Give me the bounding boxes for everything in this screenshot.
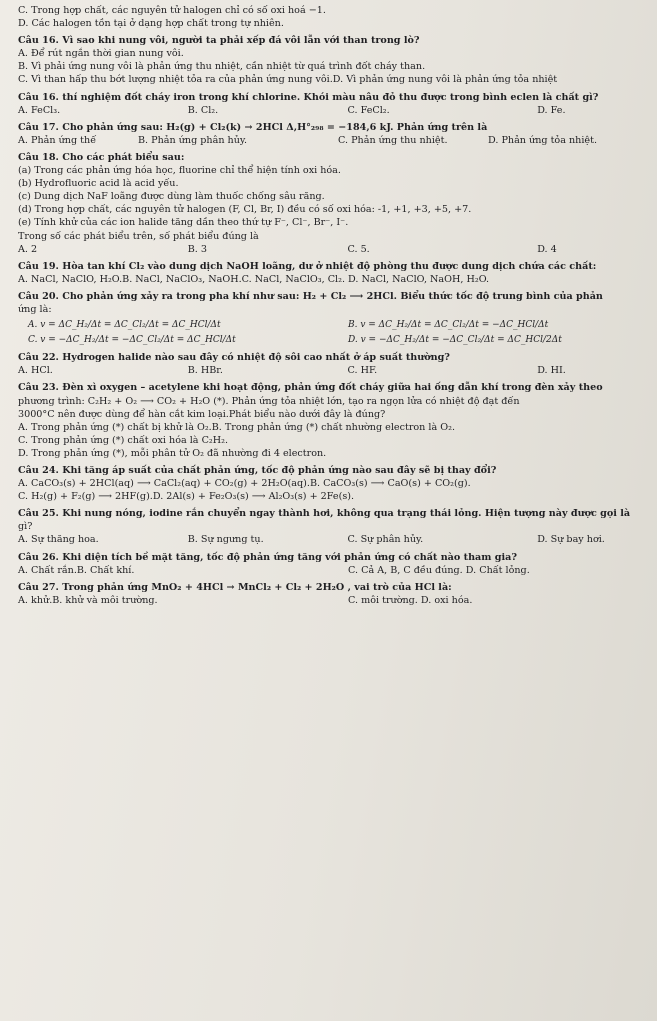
question-stem: Câu 19. Hòa tan khí Cl₂ vào dung dịch NaOH loãng, dư ở nhiệt độ phòng thu được dung dịch chứa các chất: xyxy=(18,260,597,272)
question-stem: Câu 24. Khi tăng áp suất của chất phản ứng, tốc độ phản ứng nào sau đây sẽ bị thay đổi? xyxy=(18,465,497,476)
question-26 xyxy=(18,551,647,577)
question-stem: Câu 23. Đèn xì oxygen – acetylene khi hoạt động, phản ứng đốt cháy giữa hai ống dẫn khí trong đèn xảy theo xyxy=(18,382,603,394)
option-a: A. 2 xyxy=(18,243,38,255)
question-24 xyxy=(18,464,647,503)
option-b: B. 3 xyxy=(187,243,207,255)
question-20 xyxy=(18,290,647,347)
question-stem-cont: ứng là: xyxy=(18,303,52,315)
option-c: C. HF. xyxy=(347,365,378,377)
option-b: B. HBr. xyxy=(187,365,223,377)
question-stem: Câu 26. Khi diện tích bề mặt tăng, tốc độ phản ứng tăng với phản ứng có chất nào tham gia? xyxy=(18,551,517,563)
option-cd: C. Cả A, B, C đều đúng. D. Chất lỏng. xyxy=(348,564,530,576)
question-stem: Câu 22. Hydrogen halide nào sau đây có nhiệt độ sôi cao nhất ở áp suất thường? xyxy=(18,352,450,364)
question-19 xyxy=(18,260,647,286)
option-b: B. v = ΔC_H₂/Δt = ΔC_Cl₂/Δt = −ΔC_HCl/Δt xyxy=(348,320,549,331)
option-a: A. Phản ứng thế xyxy=(18,134,97,146)
option-text: C. Trong hợp chất, các nguyên tử halogen chỉ có số oxi hoá −1. xyxy=(18,5,326,16)
question-stem: Câu 27. Trong phản ứng MnO₂ + 4HCl → MnCl₂ + Cl₂ + 2H₂O , vai trò của HCl là: xyxy=(18,581,452,593)
option-ab: A. CaCO₃(s) + 2HCl(aq) ⟶ CaCl₂(aq) + CO₂(g) + 2H₂O(aq).B. CaCO₃(s) ⟶ CaO(s) + CO₂(g). xyxy=(18,478,471,490)
option-cd: C. môi trường. D. oxi hóa. xyxy=(348,594,473,606)
question-stem: Câu 18. Cho các phát biểu sau: xyxy=(18,151,185,163)
option-ab: A. Trong phản ứng (*) chất bị khử là O₂.B. Trong phản ứng (*) chất nhường electron là O₂. xyxy=(18,421,456,433)
option-b: B. Sự ngưng tụ. xyxy=(187,534,264,546)
statement-b: (b) Hydrofluoric acid là acid yếu. xyxy=(18,178,179,190)
options: A. NaCl, NaClO, H₂O.B. NaCl, NaClO₃, NaOH.C. NaCl, NaClO₃, Cl₂. D. NaCl, NaClO, NaOH, H₂O. xyxy=(18,273,490,285)
question-stem-cont: phương trình: C₂H₂ + O₂ ⟶ CO₂ + H₂O (*). Phản ứng tỏa nhiệt lớn, tạo ra ngọn lửa có nhiệt độ đạt đến xyxy=(18,395,520,407)
option-b: B. Cl₂. xyxy=(187,104,219,116)
question-stem: Câu 25. Khi nung nóng, iodine rắn chuyển ngay thành hơi, không qua trạng thái lỏng. Hiện tượng này được gọi là xyxy=(18,508,631,520)
statement-d: (d) Trong hợp chất, các nguyên tử halogen (F, Cl, Br, I) đều có số oxi hóa: -1, +1, +3, +5, +7. xyxy=(18,204,472,216)
option-d: D. Phản ứng tỏa nhiệt. xyxy=(488,134,597,146)
statement-e: (e) Tính khử của các ion halide tăng dần theo thứ tự F⁻, Cl⁻, Br⁻, I⁻. xyxy=(18,217,349,229)
option-a: A. HCl. xyxy=(18,365,53,377)
question-27 xyxy=(18,581,647,607)
option-c: C. FeCl₂. xyxy=(347,104,390,116)
option-c: C. 5. xyxy=(347,243,370,255)
option-c: C. v = −ΔC_H₂/Δt = −ΔC_Cl₂/Δt = ΔC_HCl/Δt xyxy=(28,335,236,346)
option-b: B. Vì phải ứng nung vôi là phản ứng thu nhiệt, cần nhiệt từ quá trình đốt cháy than. xyxy=(18,61,426,73)
option-c: C. Trong phản ứng (*) chất oxi hóa là C₂H₂. xyxy=(18,434,229,446)
option-c: C. Phản ứng thu nhiệt. xyxy=(338,134,448,146)
option-d: D. Fe. xyxy=(537,104,566,116)
question-23 xyxy=(18,381,647,460)
option-d: D. Sự bay hơi. xyxy=(537,534,605,546)
option-d: D. 4 xyxy=(537,243,557,255)
option-cd: C. H₂(g) + F₂(g) ⟶ 2HF(g).D. 2Al(s) + Fe₂O₃(s) ⟶ Al₂O₃(s) + 2Fe(s). xyxy=(18,491,355,503)
option-c: C. Vì than hấp thu bớt lượng nhiệt tỏa ra của phản ứng nung vôi.D. Vì phản ứng nung vôi là phản ứng tỏa nhiệt xyxy=(18,74,558,86)
question-18 xyxy=(18,151,647,256)
question-stem: Câu 17. Cho phản ứng sau: H₂(g) + Cl₂(k) → 2HCl Δ,H°₂₉₈ = −184,6 kJ. Phản ứng trên là xyxy=(18,121,488,133)
option-d: D. v = −ΔC_H₂/Δt = −ΔC_Cl₂/Δt = ΔC_HCl/2Δt xyxy=(348,335,562,346)
option-a: A. v = ΔC_H₂/Δt = ΔC_Cl₂/Δt = ΔC_HCl/Δt xyxy=(28,320,221,331)
question-22 xyxy=(18,351,647,377)
question-stem-cont: 3000°C nên được dùng để hàn cắt kim loại.Phát biểu nào dưới đây là đúng? xyxy=(18,408,386,420)
statement-a: (a) Trong các phản ứng hóa học, fluorine chỉ thể hiện tính oxi hóa. xyxy=(18,165,341,177)
option-text: D. Các halogen tồn tại ở dạng hợp chất trong tự nhiên. xyxy=(18,18,284,30)
question-stem: Câu 20. Cho phản ứng xảy ra trong pha khí như sau: H₂ + Cl₂ ⟶ 2HCl. Biểu thức tốc độ trung bình của phản xyxy=(18,290,603,302)
question-stem-cont: gì? xyxy=(18,521,33,533)
option-d: D. Trong phản ứng (*), mỗi phân tử O₂ đã nhường đi 4 electron. xyxy=(18,447,327,459)
question-stem: Câu 16. thí nghiệm đốt cháy iron trong khí chlorine. Khói màu nâu đỏ thu được trong bình eclen là chất gì? xyxy=(18,91,599,103)
option-ab: A. khử.B. khử và môi trường. xyxy=(18,594,158,606)
question-ask: Trong số các phát biểu trên, số phát biểu đúng là xyxy=(18,230,259,242)
option-d: D. HI. xyxy=(537,365,566,377)
question-25 xyxy=(18,507,647,546)
option-ab: A. Chất rắn.B. Chất khí. xyxy=(18,564,135,576)
question-16 xyxy=(18,34,647,86)
question-16b xyxy=(18,91,647,117)
option-b: B. Phản ứng phân hủy. xyxy=(138,134,248,146)
option-a: A. Sự thăng hoa. xyxy=(18,534,99,546)
prev-question-tail xyxy=(18,4,647,30)
option-c: C. Sự phân hủy. xyxy=(347,534,424,546)
question-stem: Câu 16. Vì sao khi nung vôi, người ta phải xếp đá vôi lẫn với than trong lò? xyxy=(18,35,420,47)
question-17 xyxy=(18,121,647,147)
option-a: A. FeCl₃. xyxy=(18,104,61,116)
statement-c: (c) Dung dịch NaF loãng được dùng làm thuốc chống sâu răng. xyxy=(18,191,325,203)
option-a: A. Để rút ngắn thời gian nung vôi. xyxy=(18,48,184,60)
